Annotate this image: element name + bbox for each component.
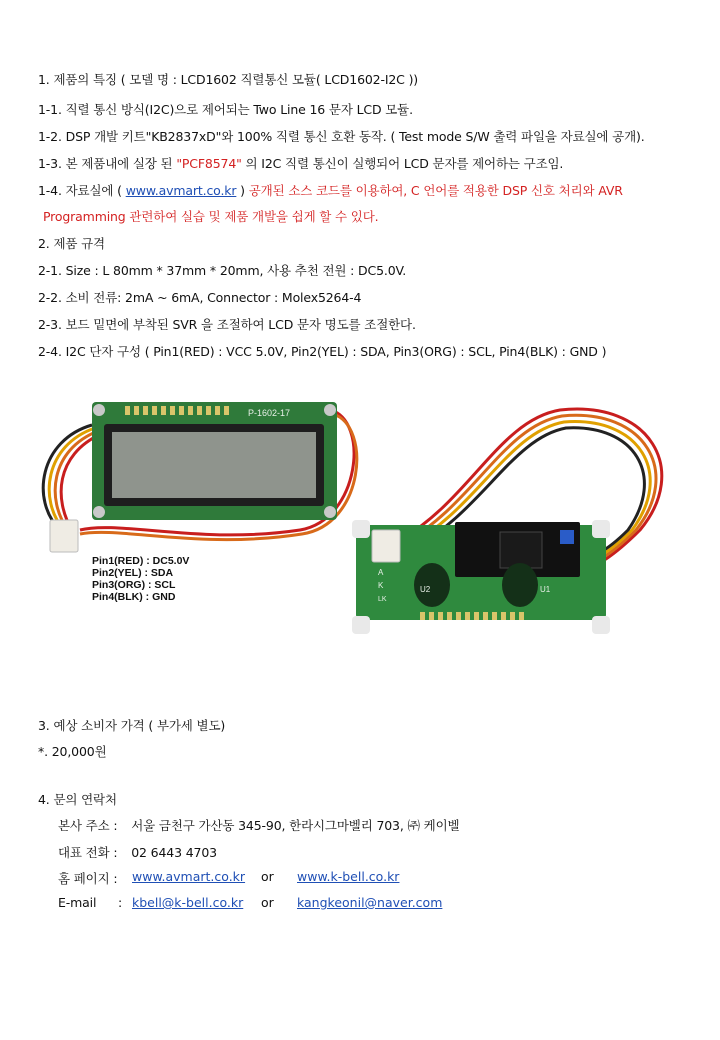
- back-label-lk: LK: [378, 596, 387, 603]
- phone-value: 02 6443 4703: [131, 845, 217, 860]
- homepage-link-avmart[interactable]: www.avmart.co.kr: [132, 869, 246, 884]
- feature-1-4-red-cont: Programming 관련하여 실습 및 제품 개발을 쉽게 할 수 있다.: [43, 209, 379, 224]
- pin-label-2: Pin2(YEL) : SDA: [92, 567, 174, 579]
- pin-label-4: Pin4(BLK) : GND: [92, 591, 176, 603]
- feature-1-4-mid: ): [236, 183, 249, 198]
- spec-2-4: 2-4. I2C 단자 구성 ( Pin1(RED) : VCC 5.0V, Pin2(YEL) : SDA, Pin3(ORG) : SCL, Pin4(BLK) : GND ): [38, 344, 607, 359]
- feature-1-3-post: 의 I2C 직렬 통신이 실행되어 LCD 문자를 제어하는 구조임.: [241, 156, 564, 171]
- pcb-label: P-1602-17: [248, 408, 291, 418]
- homepage-link-kbell[interactable]: www.k-bell.co.kr: [297, 869, 400, 884]
- section4-title: 4. 문의 연락처: [38, 792, 117, 807]
- back-label-k: K: [378, 581, 384, 590]
- lcd-front-board: [92, 402, 337, 520]
- email-link-naver[interactable]: kangkeonil@naver.com: [297, 895, 443, 910]
- back-label-a: A: [378, 568, 384, 577]
- spec-2-1: 2-1. Size : L 80mm * 37mm * 20mm, 사용 추천 전원 : DC5.0V.: [38, 263, 407, 278]
- address-row: [58, 816, 459, 834]
- email-or: or: [261, 895, 274, 910]
- feature-1-4: [38, 181, 623, 199]
- feature-1-3-chip: "PCF8574": [176, 156, 242, 171]
- feature-1-3: [38, 154, 563, 172]
- homepage-or: or: [261, 869, 274, 884]
- back-label-u2: U2: [420, 585, 431, 594]
- pin-label-3: Pin3(ORG) : SCL: [92, 579, 176, 591]
- address-label: 본사 주소 :: [58, 818, 118, 833]
- feature-1-4-red: 공개된 소스 코드를 이용하여, C 언어를 적용한 DSP 신호 처리와 AVR: [248, 183, 623, 198]
- feature-1-1: 1-1. 직렬 통신 방식(I2C)으로 제어되는 Two Line 16 문자 LCD 모듈.: [38, 102, 413, 117]
- molex-connector-left: [50, 520, 78, 552]
- price: *. 20,000원: [38, 744, 107, 759]
- spec-2-3: 2-3. 보드 밑면에 부착된 SVR 을 조절하여 LCD 문자 명도를 조절한다.: [38, 317, 416, 332]
- feature-1-4-pre: 1-4. 자료실에 (: [38, 183, 126, 198]
- lcd-back-board: [352, 520, 610, 634]
- spec-2-2: 2-2. 소비 전류: 2mA ~ 6mA, Connector : Molex5264-4: [38, 290, 362, 305]
- email-colon: :: [118, 895, 123, 910]
- pin-labels: [92, 555, 189, 603]
- product-photo: [0, 380, 720, 650]
- pin-label-1: Pin1(RED) : DC5.0V: [92, 555, 190, 567]
- phone-label: 대표 전화 :: [58, 845, 118, 860]
- homepage-label: 홈 페이지 :: [58, 871, 118, 886]
- phone-row: [58, 843, 217, 861]
- email-label: E-mail: [58, 895, 97, 910]
- address-value: 서울 금천구 가산동 345-90, 한라시그마벨리 703, ㈜ 케이벨: [131, 818, 460, 833]
- feature-1-2: 1-2. DSP 개발 키트"KB2837xD"와 100% 직렬 통신 호환 동작. ( Test mode S/W 출력 파일을 자료실에 공개).: [38, 129, 645, 144]
- email-link-kbell[interactable]: kbell@k-bell.co.kr: [132, 895, 244, 910]
- section1-title: 1. 제품의 특징 ( 모델 명 : LCD1602 직렬통신 모듈( LCD1602-I2C )): [38, 72, 419, 87]
- section2-title: 2. 제품 규격: [38, 236, 105, 251]
- feature-1-3-pre: 1-3. 본 제품내에 실장 된: [38, 156, 177, 171]
- back-label-u1: U1: [540, 585, 551, 594]
- avmart-link[interactable]: www.avmart.co.kr: [125, 183, 237, 198]
- section3-title: 3. 예상 소비자 가격 ( 부가세 별도): [38, 718, 226, 733]
